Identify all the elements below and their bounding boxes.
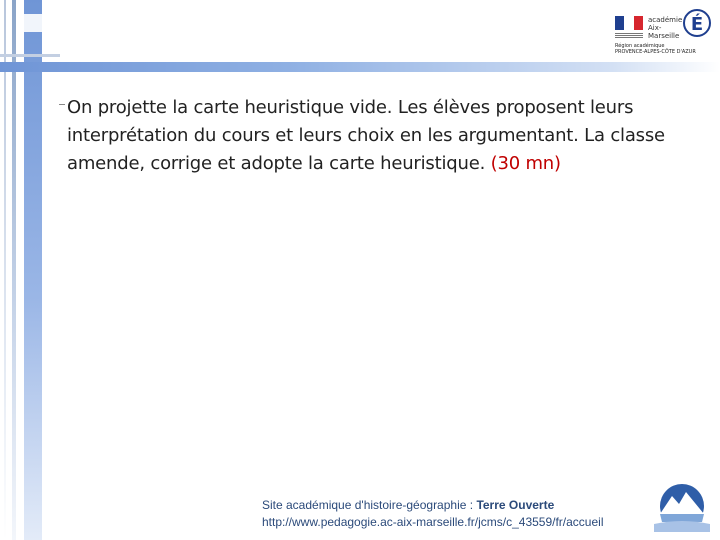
republique-motto-lines: [615, 32, 643, 40]
academie-line-2: Aix-Marseille: [648, 24, 680, 40]
decorative-corner-square: [24, 14, 42, 32]
footer-url[interactable]: http://www.pedagogie.ac-aix-marseille.fr/jcms/c_43559/fr/accueil: [262, 515, 604, 529]
bullet-marker: [59, 104, 65, 105]
academie-line-1: académie: [648, 16, 683, 24]
decorative-left-bar: [24, 0, 42, 540]
french-flag-icon: [615, 16, 643, 30]
duration-label: (30 mn): [490, 153, 561, 174]
svg-text:É: É: [690, 14, 704, 35]
slide-main-text: On projette la carte heuristique vide. Les élèves proposent leurs interprétation du cours et leurs choix en les argumentant. La classe amende, corrige et adopte la carte heuristique.: [67, 97, 665, 174]
terre-ouverte-logo-icon: [652, 482, 712, 534]
footer-site-prefix: Site académique d'histoire-géographie :: [262, 498, 477, 512]
region-line-2: PROVENCE-ALPES-CÔTE D'AZUR: [615, 49, 696, 55]
decorative-top-bar: [0, 62, 720, 72]
footer-site-name: Terre Ouverte: [476, 498, 555, 512]
academie-logo: [612, 6, 712, 54]
academie-name: [648, 16, 686, 40]
footer: [262, 497, 662, 531]
slide-body-text: [67, 94, 697, 178]
decorative-left-line: [12, 0, 16, 540]
decorative-top-line: [0, 54, 60, 57]
decorative-left-line-thin: [4, 0, 6, 540]
footer-site-line: [262, 497, 662, 514]
region-label: [615, 43, 715, 55]
region-line-1: Région académique: [615, 43, 665, 49]
academie-e-icon: [682, 7, 712, 37]
